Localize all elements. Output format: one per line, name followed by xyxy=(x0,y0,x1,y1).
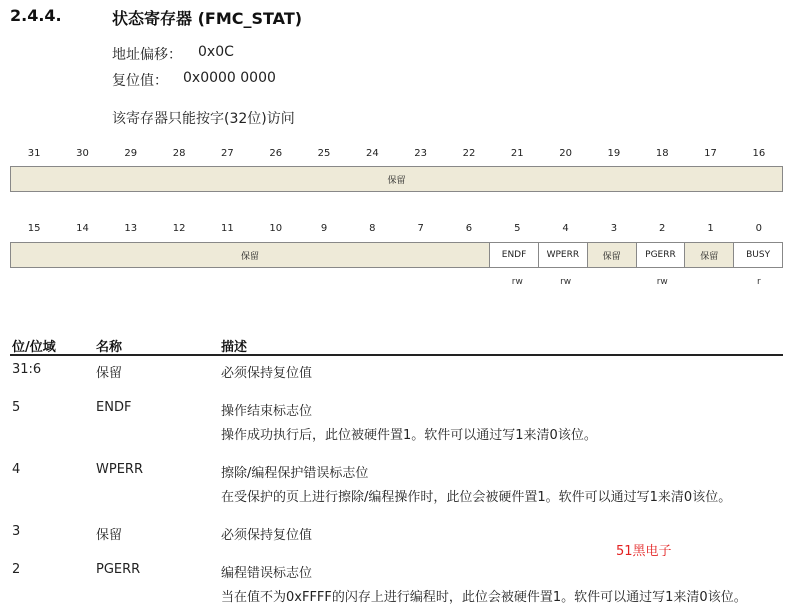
access-type xyxy=(397,277,445,289)
bit-numbers-low xyxy=(10,223,783,237)
header-name: 名称 xyxy=(96,340,123,355)
bit-number: 15 xyxy=(27,223,41,234)
row-bits: 2 xyxy=(12,562,21,577)
reserved-field: 保留 xyxy=(11,243,489,267)
access-type: r xyxy=(756,277,761,287)
bit-field: BUSY xyxy=(733,243,782,267)
row-desc-line: 必须保持复位值 xyxy=(221,366,313,381)
bit-number: 22 xyxy=(462,148,476,159)
row-name: 保留 xyxy=(96,528,123,543)
address-offset-value: 0x0C xyxy=(198,44,234,60)
bit-number: 21 xyxy=(510,148,524,159)
bit-number: 6 xyxy=(465,223,473,234)
section-number: 2.4.4. xyxy=(10,6,62,25)
bit-number: 4 xyxy=(562,223,569,234)
bit-number: 16 xyxy=(752,148,766,159)
access-type xyxy=(10,277,58,289)
row-desc-line: 必须保持复位值 xyxy=(221,528,313,543)
row-name: 保留 xyxy=(96,366,123,381)
bit-number: 27 xyxy=(221,148,234,159)
bit-number: 14 xyxy=(76,223,89,234)
bit-number: 13 xyxy=(124,223,138,234)
bit-number: 24 xyxy=(365,148,379,159)
bit-number: 3 xyxy=(610,223,618,234)
access-type: rw xyxy=(560,277,572,287)
row-name: ENDF xyxy=(96,400,132,415)
reserved-field: 保留 xyxy=(587,243,636,267)
row-bits: 3 xyxy=(12,524,21,539)
bit-number: 20 xyxy=(559,148,572,159)
bit-number: 18 xyxy=(655,148,669,159)
row-bits: 4 xyxy=(12,462,21,477)
row-name: WPERR xyxy=(96,462,143,477)
access-type xyxy=(155,277,203,289)
reserved-field: 保留 xyxy=(684,243,733,267)
access-row-low xyxy=(10,277,783,289)
access-type xyxy=(58,277,106,289)
access-note: 该寄存器只能按字(32位)访问 xyxy=(112,111,295,127)
reset-value-label: 复位值： xyxy=(112,73,168,89)
bit-numbers-high xyxy=(10,148,783,162)
row-bits: 5 xyxy=(12,400,21,415)
bit-number: 0 xyxy=(755,223,763,234)
bit-number: 2 xyxy=(659,223,666,234)
bit-number: 8 xyxy=(369,223,376,234)
bit-number: 12 xyxy=(172,223,186,234)
access-type: rw xyxy=(656,277,668,287)
reserved-field: 保留 xyxy=(11,167,782,191)
register-row-high xyxy=(10,166,783,192)
bit-number: 7 xyxy=(417,223,424,234)
reset-value-value: 0x0000 0000 xyxy=(183,70,276,86)
bit-number: 31 xyxy=(27,148,41,159)
bit-field: PGERR xyxy=(636,243,685,267)
bit-number: 19 xyxy=(607,148,621,159)
access-type xyxy=(445,277,493,289)
access-type xyxy=(348,277,396,289)
bit-number: 9 xyxy=(320,223,328,234)
bit-number: 30 xyxy=(76,148,89,159)
access-type xyxy=(300,277,348,289)
watermark: 51黑电子 xyxy=(616,544,672,559)
access-type xyxy=(203,277,251,289)
row-desc-line: 操作成功执行后，此位被硬件置1。软件可以通过写1来清0该位。 xyxy=(221,428,597,443)
bit-field: ENDF xyxy=(489,243,538,267)
bit-number: 29 xyxy=(124,148,138,159)
bit-number: 5 xyxy=(514,223,521,234)
row-desc-line: 当在值不为0xFFFF的闪存上进行编程时，此位会被硬件置1。软件可以通过写1来清0该位。 xyxy=(221,590,747,605)
access-type xyxy=(686,277,734,289)
access-type xyxy=(107,277,155,289)
access-type: rw xyxy=(511,277,523,287)
bit-number: 10 xyxy=(269,223,283,234)
row-name: PGERR xyxy=(96,562,141,577)
row-desc-line: 在受保护的页上进行擦除/编程操作时，此位会被硬件置1。软件可以通过写1来清0该位。 xyxy=(221,490,732,505)
bit-number: 26 xyxy=(269,148,283,159)
bit-number: 1 xyxy=(707,223,714,234)
address-offset-label: 地址偏移： xyxy=(112,47,182,63)
access-type xyxy=(590,277,638,289)
row-desc-line: 擦除/编程保护错误标志位 xyxy=(221,466,369,481)
bit-number: 11 xyxy=(221,223,234,234)
header-desc: 描述 xyxy=(221,340,248,355)
row-desc-line: 操作结束标志位 xyxy=(221,404,313,419)
bit-number: 17 xyxy=(704,148,717,159)
row-bits: 31:6 xyxy=(12,362,42,377)
bit-number: 23 xyxy=(414,148,428,159)
access-type xyxy=(252,277,300,289)
bit-number: 28 xyxy=(172,148,186,159)
table-header xyxy=(10,334,783,356)
section-title: 状态寄存器 (FMC_STAT) xyxy=(112,9,303,28)
bit-field: WPERR xyxy=(538,243,587,267)
register-row-low xyxy=(10,242,783,268)
header-bits: 位/位域 xyxy=(12,340,56,355)
bit-number: 25 xyxy=(317,148,331,159)
row-desc-line: 编程错误标志位 xyxy=(221,566,313,581)
